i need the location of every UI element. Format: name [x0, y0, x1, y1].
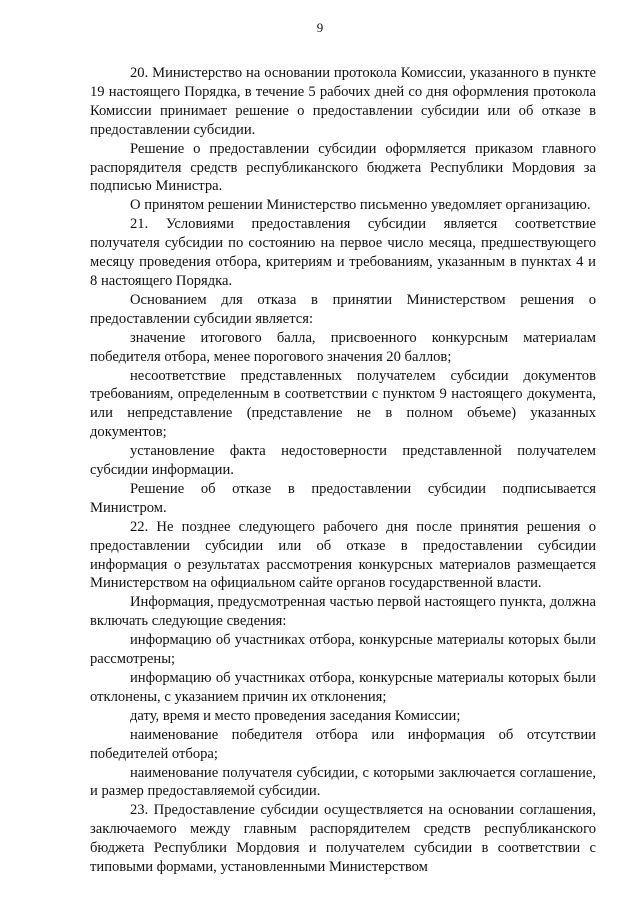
paragraph-information-contents: Информация, предусмотренная частью первой настоящего пункта, должна включать следующие сведения: [90, 594, 596, 630]
list-item: значение итогового балла, присвоенного конкурсным материалам победителя отбора, менее порогового значения 20 баллов; [90, 329, 596, 365]
paragraph-decision-form: Решение о предоставлении субсидии оформляется приказом главного распорядителя средств республиканского бюджета Республики Мордовия за подписью Министра. [90, 140, 596, 195]
paragraph-refusal-grounds: Основанием для отказа в принятии Министерством решения о предоставлении субсидии является: [90, 291, 596, 327]
list-item: несоответствие представленных получателем субсидии документов требованиям, определенным в соответствии с пунктом 9 настоящего документа, или непредставление (представление не в полном объеме) указанных документов; [90, 367, 596, 441]
paragraph-21: 21. Условиями предоставления субсидии является соответствие получателя субсидии по состоянию на первое число месяца, предшествующего месяцу проведения отбора, критериям и требованиям, указанным в пунктах 4 и 8 настоящего Порядка. [90, 216, 596, 289]
paragraph-refusal-signature: Решение об отказе в предоставлении субсидии подписывается Министром. [90, 480, 596, 516]
paragraph-20: 20. Министерство на основании протокола Комиссии, указанного в пункте 19 настоящего Порядка, в течение 5 рабочих дней со дня оформления протокола Комиссии принимает решение о предоставлении субсидии или об отказе в предоставлении субсидии. [90, 65, 596, 138]
list-item: наименование получателя субсидии, с которыми заключается соглашение, и размер предоставляемой субсидии. [90, 764, 596, 800]
list-item: дату, время и место проведения заседания Комиссии; [130, 707, 461, 724]
paragraph-notification: О принятом решении Министерство письменно уведомляет организацию. [130, 197, 591, 214]
document-body [90, 64, 596, 877]
list-item: информацию об участниках отбора, конкурсные материалы которых были рассмотрены; [90, 632, 596, 668]
page-number: 9 [316, 20, 324, 35]
list-item: наименование победителя отбора или информация об отсутствии победителей отбора; [90, 726, 596, 762]
paragraph-22: 22. Не позднее следующего рабочего дня после принятия решения о предоставлении субсидии или об отказе в предоставлении субсидии информация о результатах рассмотрения конкурсных материалов размещается Министерством на официальном сайте органов государственной власти. [90, 518, 596, 592]
list-item: установление факта недостоверности представленной получателем субсидии информации. [90, 443, 596, 479]
list-item: информацию об участниках отбора, конкурсные материалы которых были отклонены, с указанием причин их отклонения; [90, 670, 596, 705]
paragraph-23: 23. Предоставление субсидии осуществляется на основании соглашения, заключаемого между главным распорядителем средств республиканского бюджета Республики Мордовия и получателем субсидии в соответствии с типовыми формами, установленными Министерством [90, 802, 596, 876]
